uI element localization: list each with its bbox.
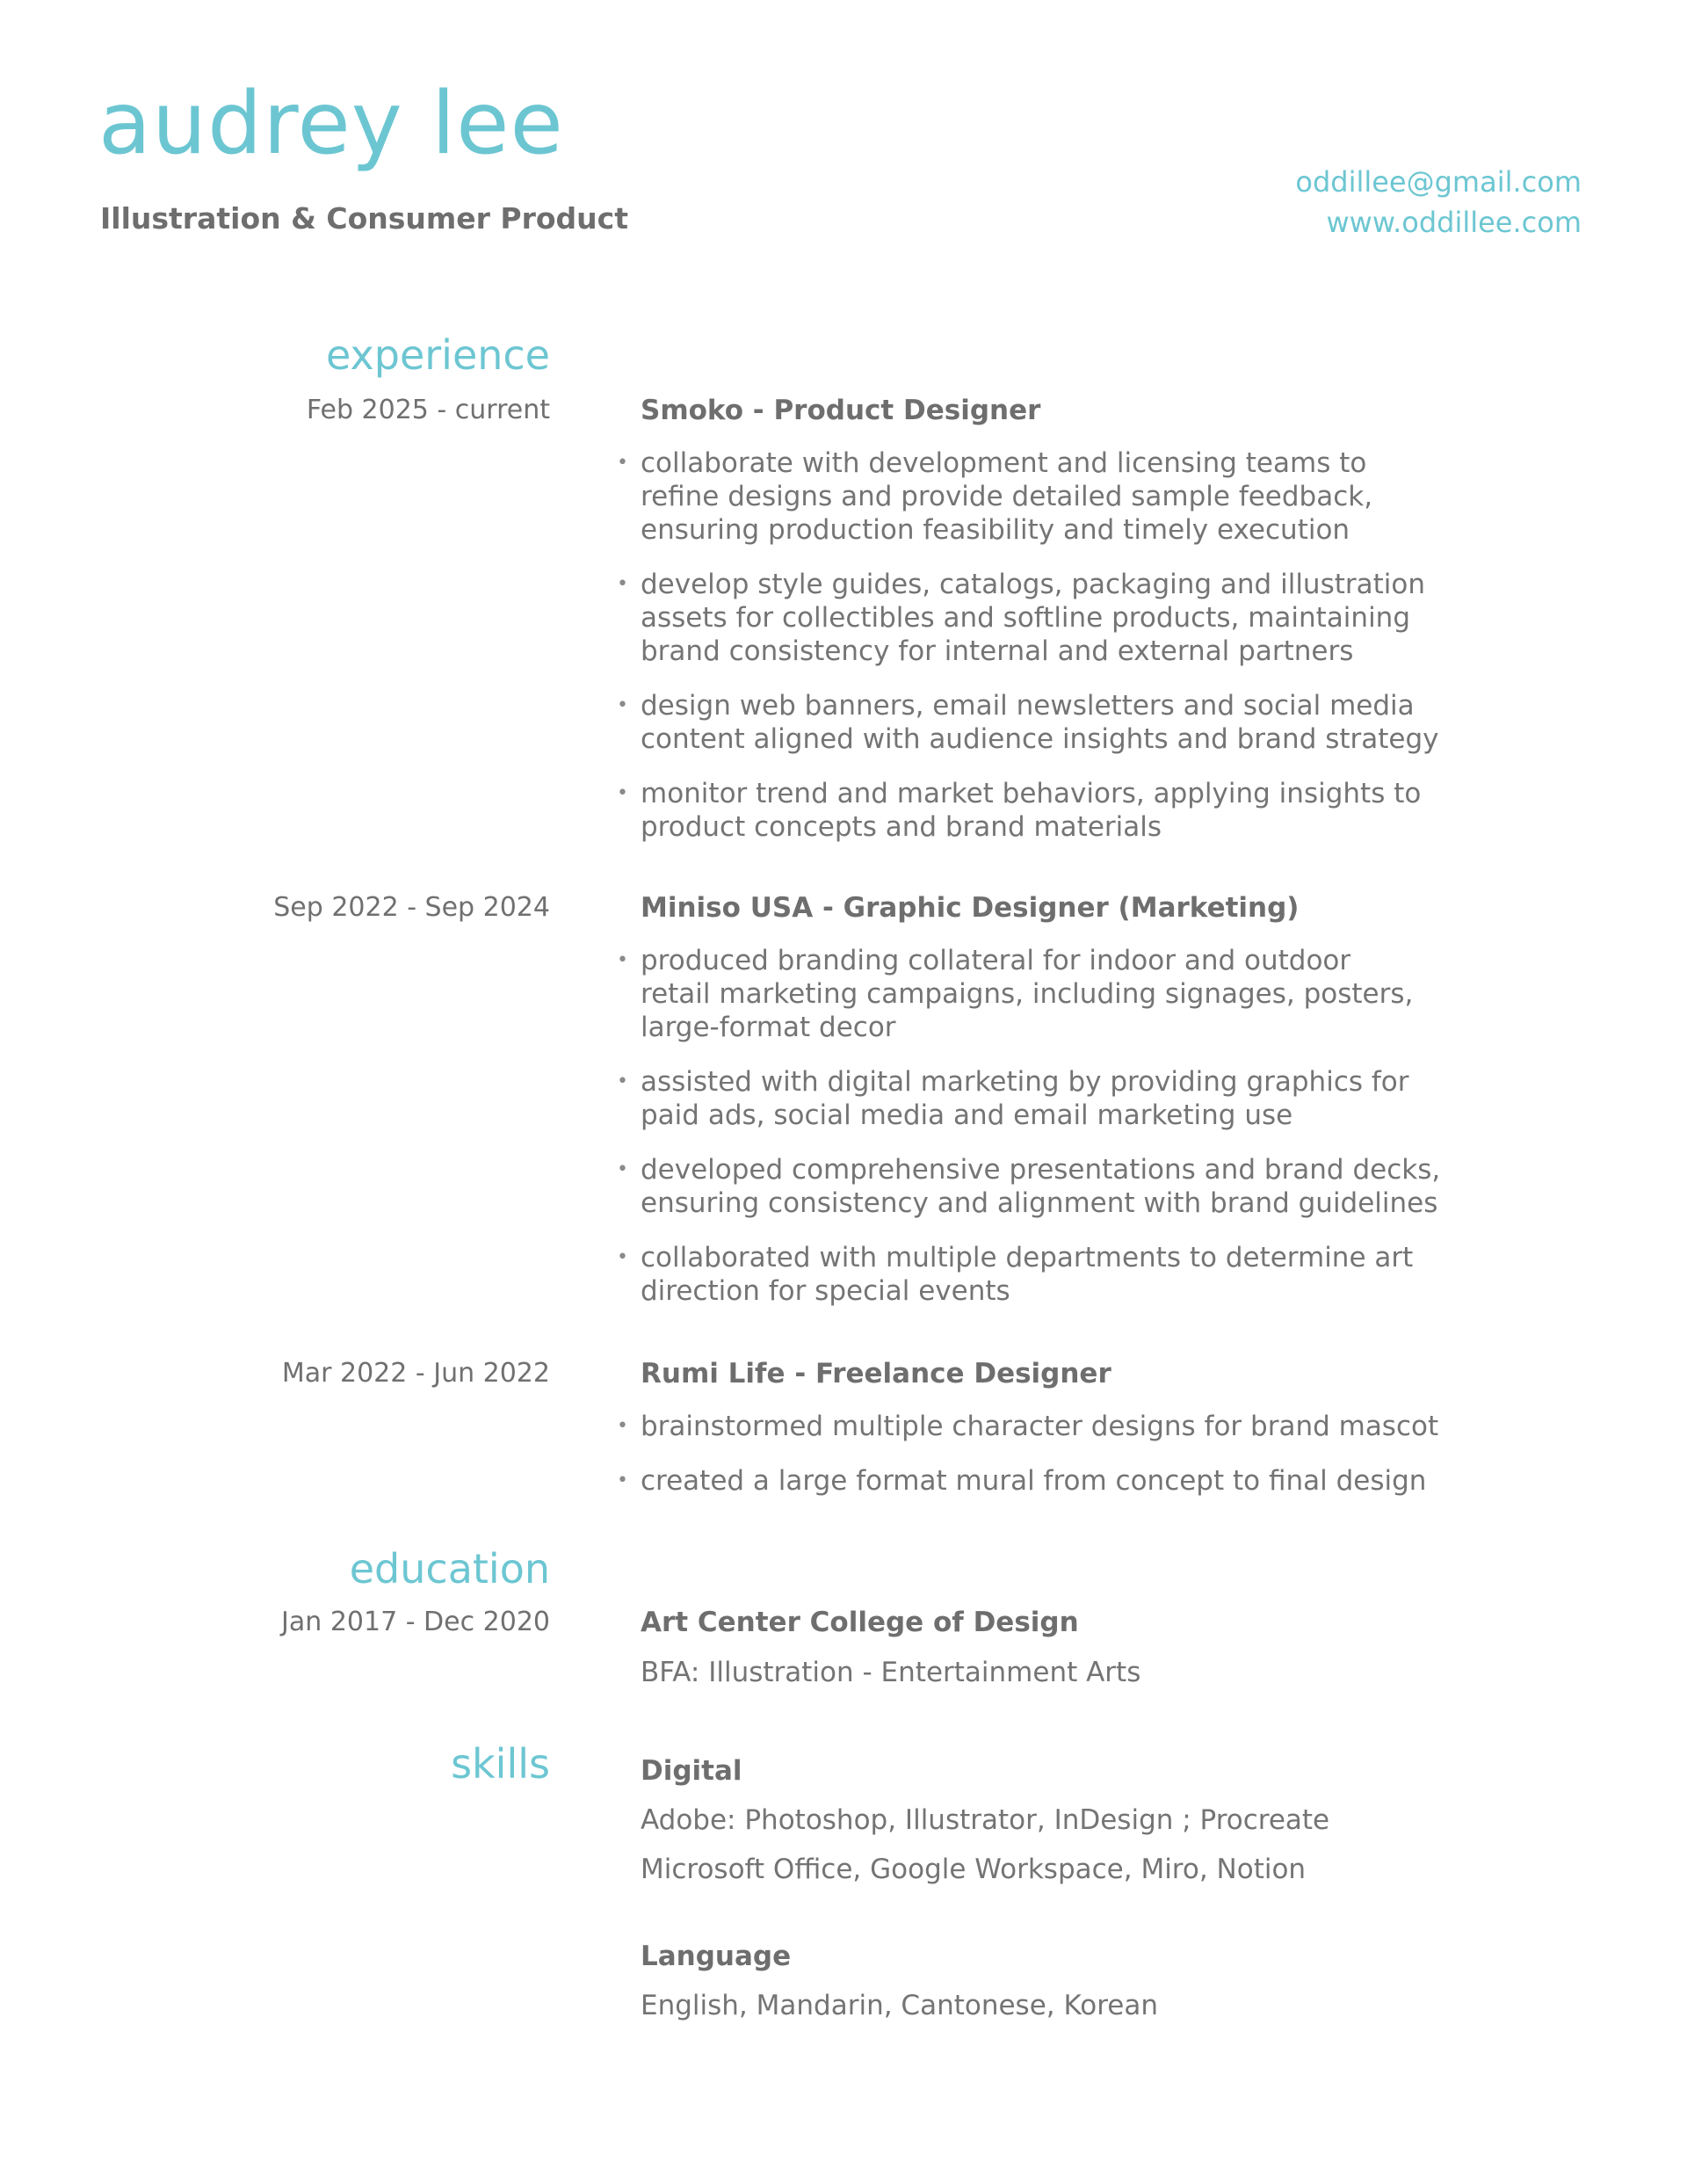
job-dates: Feb 2025 - current bbox=[306, 395, 550, 425]
email-link[interactable]: oddillee@gmail.com bbox=[1295, 165, 1582, 199]
school-name: Art Center College of Design bbox=[641, 1607, 1079, 1638]
section-title-education: education bbox=[349, 1545, 550, 1593]
skills-line: Adobe: Photoshop, Illustrator, InDesign ; Procreate bbox=[641, 1804, 1330, 1836]
education-entry bbox=[641, 1609, 1484, 1687]
skills-group bbox=[641, 1943, 1484, 2020]
degree: BFA: Illustration - Entertainment Arts bbox=[641, 1657, 1141, 1688]
section-title-skills: skills bbox=[451, 1740, 550, 1788]
job-bullet: • monitor trend and market behaviors, applying insights to product concepts and brand materials bbox=[641, 777, 1484, 844]
resume-subtitle: Illustration & Consumer Product bbox=[100, 201, 628, 236]
job-bullet: • assisted with digital marketing by providing graphics for paid ads, social media and email marketing use bbox=[641, 1065, 1484, 1132]
section-title-experience: experience bbox=[326, 331, 550, 379]
job-title: Rumi Life - Freelance Designer bbox=[641, 1358, 1111, 1389]
job-title: Miniso USA - Graphic Designer (Marketing) bbox=[641, 892, 1300, 924]
job-title: Smoko - Product Designer bbox=[641, 395, 1041, 426]
job-bullet: • developed comprehensive presentations and brand decks, ensuring consistency and alignment with brand guidelines bbox=[641, 1153, 1484, 1220]
job-dates: Mar 2022 - Jun 2022 bbox=[281, 1358, 550, 1389]
skills-line: Microsoft Office, Google Workspace, Miro, Notion bbox=[641, 1854, 1307, 1885]
contact-info bbox=[1295, 162, 1582, 243]
job-entry bbox=[641, 397, 1484, 844]
job-entry bbox=[641, 892, 1484, 1308]
skills-group-label: Digital bbox=[641, 1755, 742, 1787]
job-bullet: • produced branding collateral for indoor and outdoor retail marketing campaigns, including signages, posters, large-format decor bbox=[641, 944, 1484, 1044]
skills-group-label: Language bbox=[641, 1941, 792, 1972]
job-entry bbox=[641, 1360, 1484, 1498]
skills-group bbox=[641, 1755, 1484, 1885]
job-dates: Sep 2022 - Sep 2024 bbox=[273, 892, 550, 923]
job-bullet: • design web banners, email newsletters and social media content aligned with audience insights and brand strategy bbox=[641, 689, 1484, 756]
job-bullet: • brainstormed multiple character designs for brand mascot bbox=[641, 1410, 1484, 1443]
resume-name: audrey lee bbox=[98, 74, 564, 174]
education-dates: Jan 2017 - Dec 2020 bbox=[281, 1607, 550, 1637]
job-bullet: • collaborated with multiple departments to determine art direction for special events bbox=[641, 1241, 1484, 1308]
job-bullet: • created a large format mural from concept to final design bbox=[641, 1464, 1484, 1498]
skills-line: English, Mandarin, Cantonese, Korean bbox=[641, 1990, 1159, 2021]
job-bullet: • collaborate with development and licensing teams to refine designs and provide detailed sample feedback, ensuring production feasibility and timely execution bbox=[641, 446, 1484, 547]
job-bullet: • develop style guides, catalogs, packaging and illustration assets for collectibles and softline products, maintaining brand consistency for internal and external partners bbox=[641, 568, 1484, 668]
website-link[interactable]: www.oddillee.com bbox=[1326, 206, 1582, 239]
